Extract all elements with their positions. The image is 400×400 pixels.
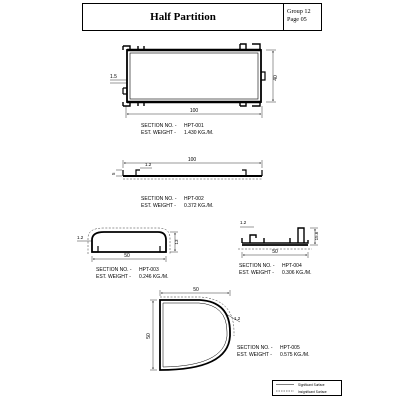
- spec-hpt-004: [239, 263, 311, 277]
- section-no: HPT-001: [184, 123, 204, 129]
- section-label: SECTION NO. -: [237, 345, 273, 351]
- page-label: Page: [287, 16, 300, 23]
- group-value: 12: [304, 8, 311, 15]
- section-label: SECTION NO. -: [96, 267, 132, 273]
- spec-hpt-001: [141, 123, 213, 137]
- dim-hpt-003-width: 50: [124, 253, 130, 259]
- weight-value: 0.246 KG./M.: [139, 274, 169, 280]
- dim-hpt-004-height: 15.6: [314, 231, 319, 241]
- profile-hpt-004: [238, 220, 319, 258]
- dim-hpt-002-height: 5: [111, 172, 116, 175]
- dim-hpt-003-height: 13: [174, 239, 179, 245]
- dim-hpt-004-width: 50: [272, 249, 278, 255]
- dim-hpt-004-thickness: 1.2: [240, 220, 247, 225]
- dim-hpt-002-thickness: 1.2: [145, 162, 152, 167]
- dim-hpt-001-height: 40: [273, 75, 279, 81]
- page-title: Half Partition: [150, 11, 216, 23]
- group-label: Group: [287, 8, 303, 15]
- section-label: SECTION NO. -: [239, 263, 275, 269]
- dim-hpt-005-width: 50: [193, 287, 199, 293]
- weight-label: EST. WEIGHT -: [239, 270, 274, 276]
- page-value: 05: [300, 16, 307, 23]
- dim-hpt-002-width: 100: [187, 157, 197, 163]
- dim-hpt-005-thickness: 1.2: [234, 316, 241, 321]
- profile-hpt-002: [111, 157, 262, 179]
- dim-hpt-001-thickness: 1.5: [110, 74, 117, 80]
- section-label: SECTION NO. -: [141, 123, 177, 129]
- spec-hpt-005: [237, 345, 309, 359]
- weight-label: EST. WEIGHT -: [96, 274, 131, 280]
- spec-hpt-003: [96, 267, 168, 281]
- section-label: SECTION NO. -: [141, 196, 177, 202]
- legend-insignificant-label: Insignificant Surface: [298, 389, 327, 394]
- surface-legend: [272, 380, 342, 396]
- section-no: HPT-003: [139, 267, 159, 273]
- spec-hpt-002: [141, 196, 213, 210]
- profile-hpt-003: [77, 228, 179, 262]
- weight-value: 0.575 KG./M.: [280, 352, 310, 358]
- section-no: HPT-004: [282, 263, 302, 269]
- section-no: HPT-002: [184, 196, 204, 202]
- section-no: HPT-005: [280, 345, 300, 351]
- weight-label: EST. WEIGHT -: [141, 203, 176, 209]
- profile-hpt-001: [110, 44, 279, 118]
- dim-hpt-003-thickness: 1.2: [77, 235, 84, 240]
- dim-hpt-005-height: 50: [146, 333, 152, 339]
- legend-significant-label: Significant Surface: [298, 383, 325, 387]
- weight-value: 0.306 KG./M.: [282, 270, 312, 276]
- weight-label: EST. WEIGHT -: [141, 130, 176, 136]
- dim-hpt-001-width: 100: [189, 108, 199, 114]
- weight-value: 1.430 KG./M.: [184, 130, 214, 136]
- weight-label: EST. WEIGHT -: [237, 352, 272, 358]
- profile-hpt-005: [146, 287, 241, 370]
- weight-value: 0.372 KG./M.: [184, 203, 214, 209]
